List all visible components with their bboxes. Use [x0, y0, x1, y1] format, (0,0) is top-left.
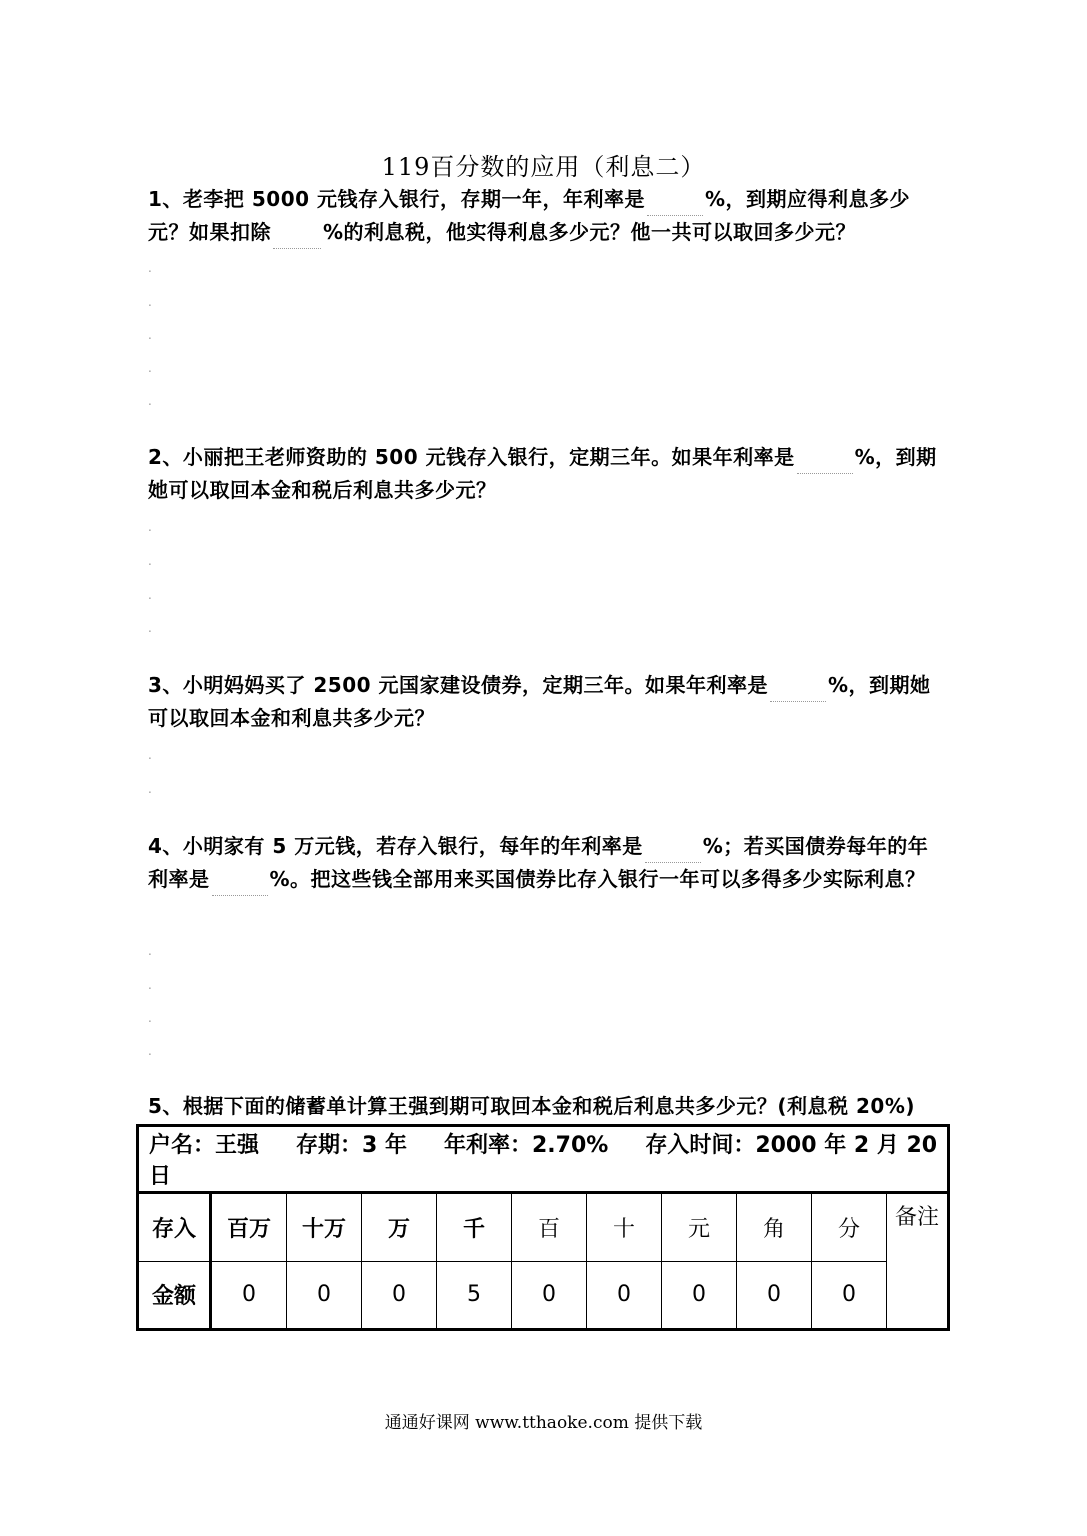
- question-4: [148, 830, 948, 896]
- margin-mark: .: [148, 361, 152, 375]
- margin-mark: .: [148, 1044, 152, 1058]
- deposit-date: 存入时间：2000 年 2 月 20 日: [149, 1133, 938, 1189]
- question-3-text-b: %，到期她可以取回本金和利息共多少元？: [148, 673, 931, 730]
- unit-cell: 百万: [211, 1193, 287, 1262]
- question-1: [148, 183, 948, 249]
- digit-cell: 0: [737, 1261, 812, 1330]
- unit-cell: 分: [812, 1193, 887, 1262]
- margin-mark: .: [148, 621, 152, 635]
- margin-mark: .: [148, 394, 152, 408]
- remarks-cell: 备注: [887, 1193, 949, 1330]
- footer-credit: 通通好课网 www.tthaoke.com 提供下载: [384, 1413, 703, 1433]
- page-title: 119百分数的应用（利息二）: [381, 153, 706, 181]
- margin-mark: .: [148, 1011, 152, 1025]
- deposit-slip: [136, 1124, 950, 1331]
- margin-mark: .: [148, 520, 152, 534]
- unit-cell: 十: [587, 1193, 662, 1262]
- digit-cell: 0: [812, 1261, 887, 1330]
- label-deposit: 存入: [138, 1193, 211, 1262]
- digit-cell: 0: [587, 1261, 662, 1330]
- unit-cell: 百: [512, 1193, 587, 1262]
- answer-blank[interactable]: [212, 875, 268, 896]
- label-amount: 金额: [138, 1261, 211, 1330]
- digit-cell: 0: [512, 1261, 587, 1330]
- margin-mark: .: [148, 748, 152, 762]
- digit-cell: 0: [362, 1261, 437, 1330]
- unit-cell: 角: [737, 1193, 812, 1262]
- question-4-text-a: 4、小明家有 5 万元钱，若存入银行，每年的年利率是: [148, 834, 643, 858]
- margin-mark: .: [148, 588, 152, 602]
- unit-cell: 元: [662, 1193, 737, 1262]
- account-name: 户名：王强: [149, 1133, 260, 1158]
- unit-cell: 千: [437, 1193, 512, 1262]
- margin-mark: .: [148, 295, 152, 309]
- answer-blank[interactable]: [770, 681, 826, 702]
- question-1-text-a: 1、老李把 5000 元钱存入银行，存期一年，年利率是: [148, 187, 646, 211]
- answer-blank[interactable]: [645, 842, 701, 863]
- answer-blank[interactable]: [273, 228, 321, 249]
- margin-mark: .: [148, 782, 152, 796]
- interest-rate: 年利率：2.70%: [443, 1133, 609, 1158]
- answer-blank[interactable]: [647, 195, 703, 216]
- deposit-term: 存期：3 年: [296, 1133, 407, 1158]
- digit-cell: 0: [211, 1261, 287, 1330]
- unit-cell: 万: [362, 1193, 437, 1262]
- question-4-text-b: %；若买国债券每年的年利率是: [148, 834, 929, 891]
- digit-cell: 0: [662, 1261, 737, 1330]
- digit-cell: 0: [287, 1261, 362, 1330]
- margin-mark: .: [148, 944, 152, 958]
- question-3: [148, 669, 948, 735]
- margin-mark: .: [148, 261, 152, 275]
- question-1-text-c: %的利息税，他实得利息多少元？他一共可以取回多少元？: [323, 220, 857, 244]
- slip-digits-row: [138, 1261, 949, 1330]
- question-5-text: 5、根据下面的储蓄单计算王强到期可取回本金和税后利息共多少元？(利息税 20%): [148, 1094, 916, 1118]
- slip-units-row: [138, 1193, 949, 1262]
- unit-cell: 十万: [287, 1193, 362, 1262]
- question-1-text-b: %，到期应得利息多少元？如果扣除: [148, 187, 911, 244]
- question-2-text-a: 2、小丽把王老师资助的 500 元钱存入银行，定期三年。如果年利率是: [148, 445, 795, 469]
- answer-blank[interactable]: [797, 453, 853, 474]
- question-2-text-b: %，到期她可以取回本金和税后利息共多少元？: [148, 445, 937, 502]
- slip-header: [138, 1126, 949, 1193]
- question-2: [148, 441, 948, 507]
- slip-header-row: [138, 1126, 949, 1193]
- margin-mark: .: [148, 978, 152, 992]
- question-5: [148, 1090, 948, 1123]
- digit-cell: 5: [437, 1261, 512, 1330]
- question-3-text-a: 3、小明妈妈买了 2500 元国家建设债券，定期三年。如果年利率是: [148, 673, 769, 697]
- question-4-text-c: %。把这些钱全部用来买国债券比存入银行一年可以多得多少实际利息？: [269, 867, 926, 891]
- margin-mark: .: [148, 554, 152, 568]
- margin-mark: .: [148, 328, 152, 342]
